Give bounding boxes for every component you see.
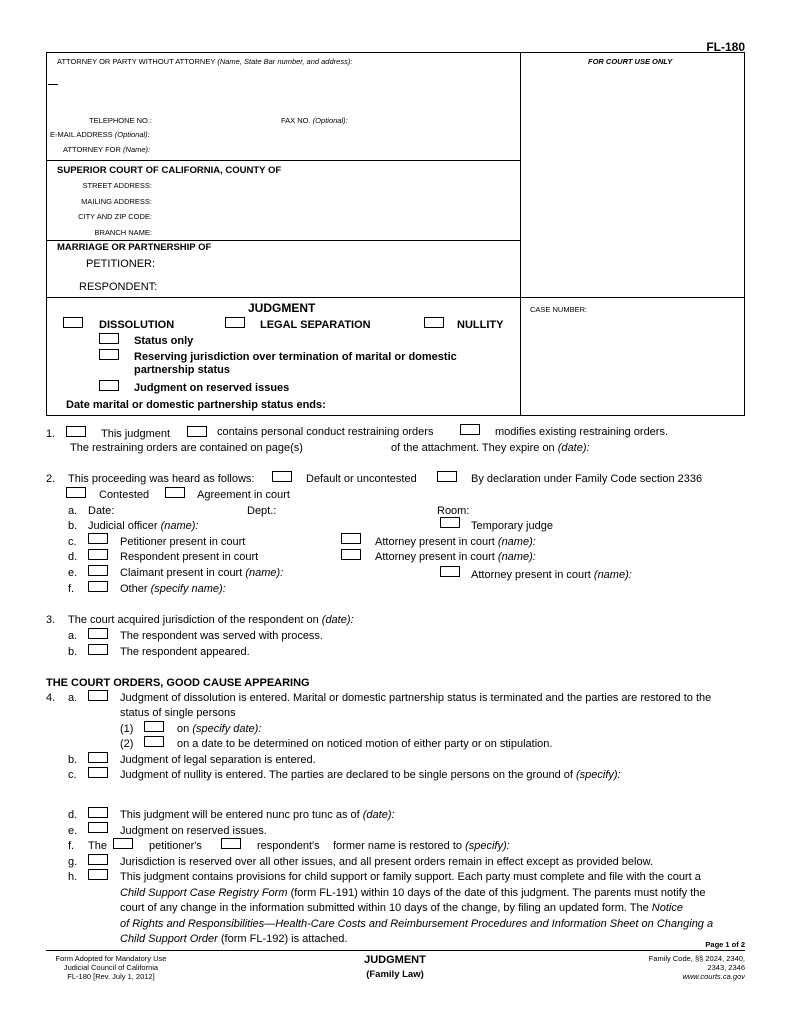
name-hint: (name): xyxy=(245,567,284,579)
respondent-attorney-checkbox[interactable] xyxy=(341,549,361,560)
item4-number: 4. xyxy=(46,692,56,704)
footer-rule xyxy=(46,950,745,951)
petitioner-name-label: petitioner's xyxy=(149,840,202,852)
child-support-line-3 xyxy=(120,902,683,914)
item1-orders-pages-text: The restraining orders are contained on page(s) xyxy=(70,442,303,454)
reserving-checkbox[interactable] xyxy=(99,349,119,360)
attorney-label-text: ATTORNEY OR PARTY WITHOUT ATTORNEY xyxy=(57,57,216,66)
child-support-line-1: This judgment contains provisions for child support or family support. Each party must complete and file with the court a xyxy=(120,871,701,883)
legal-separation-entered-label: Judgment of legal separation is entered. xyxy=(120,754,316,766)
served-label: The respondent was served with process. xyxy=(120,630,323,642)
legal-separation-checkbox[interactable] xyxy=(225,317,245,328)
dissolution-label: DISSOLUTION xyxy=(99,319,175,331)
city-label: CITY AND ZIP CODE: xyxy=(78,212,152,221)
former-name-label xyxy=(333,840,510,852)
footer-subtitle: (Family Law) xyxy=(366,969,424,980)
item1-expire-text: of the attachment. They expire on xyxy=(391,442,555,454)
claimant-text: Claimant present in court xyxy=(120,567,243,579)
attorney-for-text: ATTORNEY FOR xyxy=(63,145,121,154)
orders-heading: THE COURT ORDERS, GOOD CAUSE APPEARING xyxy=(46,677,310,689)
item2-e: e. xyxy=(68,567,78,579)
branch-label: BRANCH NAME: xyxy=(94,228,152,237)
item2-c: c. xyxy=(68,536,77,548)
court-use-label: FOR COURT USE ONLY xyxy=(588,57,673,66)
fax-text: FAX NO. xyxy=(281,116,311,125)
noticed-motion-checkbox[interactable] xyxy=(144,736,164,747)
child-support-line-2-text: (form FL-191) within 10 days of the date of this judgment. The parents must notify the xyxy=(287,887,706,899)
agreement-checkbox[interactable] xyxy=(165,487,185,498)
footer-title: JUDGMENT xyxy=(364,954,426,966)
item2-heard: This proceeding was heard as follows: xyxy=(68,473,255,485)
reserved-issues-entered-checkbox[interactable] xyxy=(88,822,108,833)
item2-d: d. xyxy=(68,551,78,563)
footer-council: Judicial Council of California xyxy=(63,963,159,972)
item4-f: f. xyxy=(68,840,75,852)
claimant-present-label xyxy=(120,567,283,579)
respondent-present-checkbox[interactable] xyxy=(88,549,108,560)
attorney-for-hint: (Name): xyxy=(123,145,151,154)
name-hint: (name): xyxy=(497,551,536,563)
dept-label: Dept.: xyxy=(247,505,277,517)
reserved-issues-entered-label: Judgment on reserved issues. xyxy=(120,825,267,837)
item3-date-hint: (date): xyxy=(321,614,354,626)
case-number-label: CASE NUMBER: xyxy=(530,305,588,314)
name-hint: (name): xyxy=(497,536,536,548)
petitioner-name-checkbox[interactable] xyxy=(113,838,133,849)
item4-c: c. xyxy=(68,769,77,781)
item4-a1: (1) xyxy=(120,723,134,735)
room-label: Room: xyxy=(437,505,470,517)
declaration-label: By declaration under Family Code section 2336 xyxy=(471,473,703,485)
child-support-line-4: of Rights and Responsibilities—Health-Care Costs and Reimbursement Procedures and Information Sheet on Changing a xyxy=(120,918,714,930)
judicial-officer-text: Judicial officer xyxy=(88,520,158,532)
item2-f: f. xyxy=(68,583,75,595)
jurisdiction-reserved-checkbox[interactable] xyxy=(88,854,108,865)
nullity-entered-text: Judgment of nullity is entered. The parties are declared to be single persons on the ground of xyxy=(120,769,573,781)
attorney-field-mark xyxy=(48,84,58,85)
dissolution-entered-text-1: Judgment of dissolution is entered. Marital or domestic partnership status is terminated and the parties are restored to the xyxy=(120,692,712,704)
item1-modifies-label: modifies existing restraining orders. xyxy=(495,426,669,438)
divider-line xyxy=(46,297,745,298)
telephone-label: TELEPHONE NO.: xyxy=(89,116,152,125)
nunc-pro-tunc-text: This judgment will be entered nunc pro tunc as of xyxy=(120,809,360,821)
petitioner-label: PETITIONER: xyxy=(86,258,156,270)
attorney-hint: (Name, State Bar number, and address): xyxy=(217,57,353,66)
nunc-pro-tunc-label xyxy=(120,809,395,821)
nullity-entered-checkbox[interactable] xyxy=(88,767,108,778)
temp-judge-label: Temporary judge xyxy=(471,520,553,532)
item1-judgment-checkbox[interactable] xyxy=(66,426,86,437)
footer-adopted: Form Adopted for Mandatory Use xyxy=(55,954,167,963)
declaration-checkbox[interactable] xyxy=(437,471,457,482)
specify-date-text: on xyxy=(177,723,190,735)
footer-code-1: Family Code, §§ 2024, 2340, xyxy=(648,954,745,963)
specify-date-checkbox[interactable] xyxy=(144,721,164,732)
claimant-present-checkbox[interactable] xyxy=(88,565,108,576)
nullity-entered-label xyxy=(120,769,621,781)
legal-separation-entered-checkbox[interactable] xyxy=(88,752,108,763)
footer-code-2: 2343, 2346 xyxy=(707,963,745,972)
attorney-present-text: Attorney present in court xyxy=(471,569,591,581)
dissolution-entered-checkbox[interactable] xyxy=(88,690,108,701)
reserved-issues-label: Judgment on reserved issues xyxy=(134,382,290,394)
divider-line xyxy=(46,240,521,241)
item1-orders-pages xyxy=(70,442,303,454)
attorney-label xyxy=(57,57,352,66)
street-label: STREET ADDRESS: xyxy=(82,181,152,190)
item1-expire xyxy=(391,442,590,454)
respondent-label: RESPONDENT: xyxy=(79,281,158,293)
judgment-title: JUDGMENT xyxy=(248,301,316,315)
item2-b: b. xyxy=(68,520,78,532)
email-label xyxy=(50,130,150,139)
other-text: Other xyxy=(120,583,148,595)
court-title: SUPERIOR COURT OF CALIFORNIA, COUNTY OF xyxy=(57,165,282,176)
attorney-for-label xyxy=(63,145,150,154)
judicial-officer-hint: (name): xyxy=(160,520,199,532)
item3-a: a. xyxy=(68,630,78,642)
other-present-checkbox[interactable] xyxy=(88,581,108,592)
item1-expire-hint: (date): xyxy=(557,442,590,454)
appeared-label: The respondent appeared. xyxy=(120,646,250,658)
notice-title-start: Notice xyxy=(651,902,683,914)
divider-line xyxy=(46,160,521,161)
status-only-checkbox[interactable] xyxy=(99,333,119,344)
other-hint: (specify name): xyxy=(150,583,226,595)
item1-contains-checkbox[interactable] xyxy=(187,426,207,437)
form-number: FL-180 xyxy=(706,40,745,54)
dissolution-entered-text-2: status of single persons xyxy=(120,707,236,719)
jurisdiction-reserved-label: Jurisdiction is reserved over all other issues, and all present orders remain in effect except as provided below. xyxy=(120,856,653,868)
child-support-order-title: Child Support Order xyxy=(120,933,218,945)
nullity-checkbox[interactable] xyxy=(424,317,444,328)
petitioner-present-checkbox[interactable] xyxy=(88,533,108,544)
child-support-checkbox[interactable] xyxy=(88,869,108,880)
mailing-label: MAILING ADDRESS: xyxy=(81,197,152,206)
status-only-label: Status only xyxy=(134,335,194,347)
marriage-label: MARRIAGE OR PARTNERSHIP OF xyxy=(57,242,212,253)
child-support-line-5-text: (form FL-192) is attached. xyxy=(217,933,348,945)
nunc-pro-tunc-checkbox[interactable] xyxy=(88,807,108,818)
child-support-line-3-text: court of any change in the information submitted within 10 days of the change, by filing an updated form. The xyxy=(120,902,652,914)
claimant-attorney-checkbox[interactable] xyxy=(440,566,460,577)
other-present-label xyxy=(120,583,226,595)
item1-modifies-checkbox[interactable] xyxy=(460,424,480,435)
item3-number: 3. xyxy=(46,614,56,626)
petitioner-attorney-label xyxy=(375,536,536,548)
page-number: Page 1 of 2 xyxy=(705,940,745,949)
judicial-officer-label xyxy=(88,520,198,532)
petitioner-attorney-checkbox[interactable] xyxy=(341,533,361,544)
temp-judge-checkbox[interactable] xyxy=(440,517,460,528)
email-hint: (Optional): xyxy=(114,130,150,139)
former-name-text: former name is restored to xyxy=(333,840,462,852)
item3-jurisdiction-text: The court acquired jurisdiction of the respondent on xyxy=(68,614,319,626)
served-checkbox[interactable] xyxy=(88,628,108,639)
item4-a2: (2) xyxy=(120,738,134,750)
caption-divider xyxy=(520,52,521,416)
reserving-label-2: partnership status xyxy=(134,364,230,376)
item2-number: 2. xyxy=(46,473,56,485)
date-status-ends-label: Date marital or domestic partnership status ends: xyxy=(66,399,326,411)
item3-b: b. xyxy=(68,646,78,658)
reserving-label-1: Reserving jurisdiction over termination of marital or domestic xyxy=(134,351,457,363)
claimant-attorney-label xyxy=(471,569,632,581)
petitioner-present-label: Petitioner present in court xyxy=(120,536,246,548)
respondent-present-label: Respondent present in court xyxy=(120,551,259,563)
attorney-present-text: Attorney present in court xyxy=(375,551,495,563)
specify-date-label xyxy=(177,723,261,735)
contested-label: Contested xyxy=(99,489,150,501)
nunc-pro-tunc-hint: (date): xyxy=(362,809,395,821)
agreement-label: Agreement in court xyxy=(197,489,290,501)
item1-contains-label: contains personal conduct restraining orders xyxy=(217,426,434,438)
footer-revision: FL-180 [Rev. July 1, 2012] xyxy=(67,972,155,981)
child-support-line-2 xyxy=(120,887,706,899)
nullity-entered-hint: (specify): xyxy=(575,769,621,781)
respondent-attorney-label xyxy=(375,551,536,563)
item4-b: b. xyxy=(68,754,78,766)
legal-separation-label: LEGAL SEPARATION xyxy=(260,319,371,331)
respondent-name-checkbox[interactable] xyxy=(221,838,241,849)
footer-url[interactable]: www.courts.ca.gov xyxy=(682,972,745,981)
default-checkbox[interactable] xyxy=(272,471,292,482)
name-restored-the: The xyxy=(88,840,107,852)
default-label: Default or uncontested xyxy=(306,473,417,485)
hearing-date-label: Date: xyxy=(88,505,115,517)
item4-g: g. xyxy=(68,856,78,868)
former-name-hint: (specify): xyxy=(465,840,510,852)
respondent-name-label: respondent's xyxy=(257,840,320,852)
contested-checkbox[interactable] xyxy=(66,487,86,498)
child-support-line-5 xyxy=(120,933,347,945)
item4-a: a. xyxy=(68,692,78,704)
fax-hint: (Optional): xyxy=(312,116,348,125)
dissolution-checkbox[interactable] xyxy=(63,317,83,328)
reserved-issues-checkbox[interactable] xyxy=(99,380,119,391)
attorney-present-text: Attorney present in court xyxy=(375,536,495,548)
item1-this-judgment: This judgment xyxy=(101,428,171,440)
nullity-label: NULLITY xyxy=(457,319,504,331)
item1-number: 1. xyxy=(46,428,56,440)
name-hint: (name): xyxy=(593,569,632,581)
appeared-checkbox[interactable] xyxy=(88,644,108,655)
email-text: E-MAIL ADDRESS xyxy=(50,130,113,139)
item4-h: h. xyxy=(68,871,78,883)
specify-date-hint: (specify date): xyxy=(192,723,262,735)
item2-a: a. xyxy=(68,505,78,517)
fax-label xyxy=(281,116,348,125)
item4-e: e. xyxy=(68,825,78,837)
registry-form-title: Child Support Case Registry Form xyxy=(120,887,288,899)
item3-text xyxy=(68,614,354,626)
item4-d: d. xyxy=(68,809,78,821)
noticed-motion-label: on a date to be determined on noticed motion of either party or on stipulation. xyxy=(177,738,553,750)
